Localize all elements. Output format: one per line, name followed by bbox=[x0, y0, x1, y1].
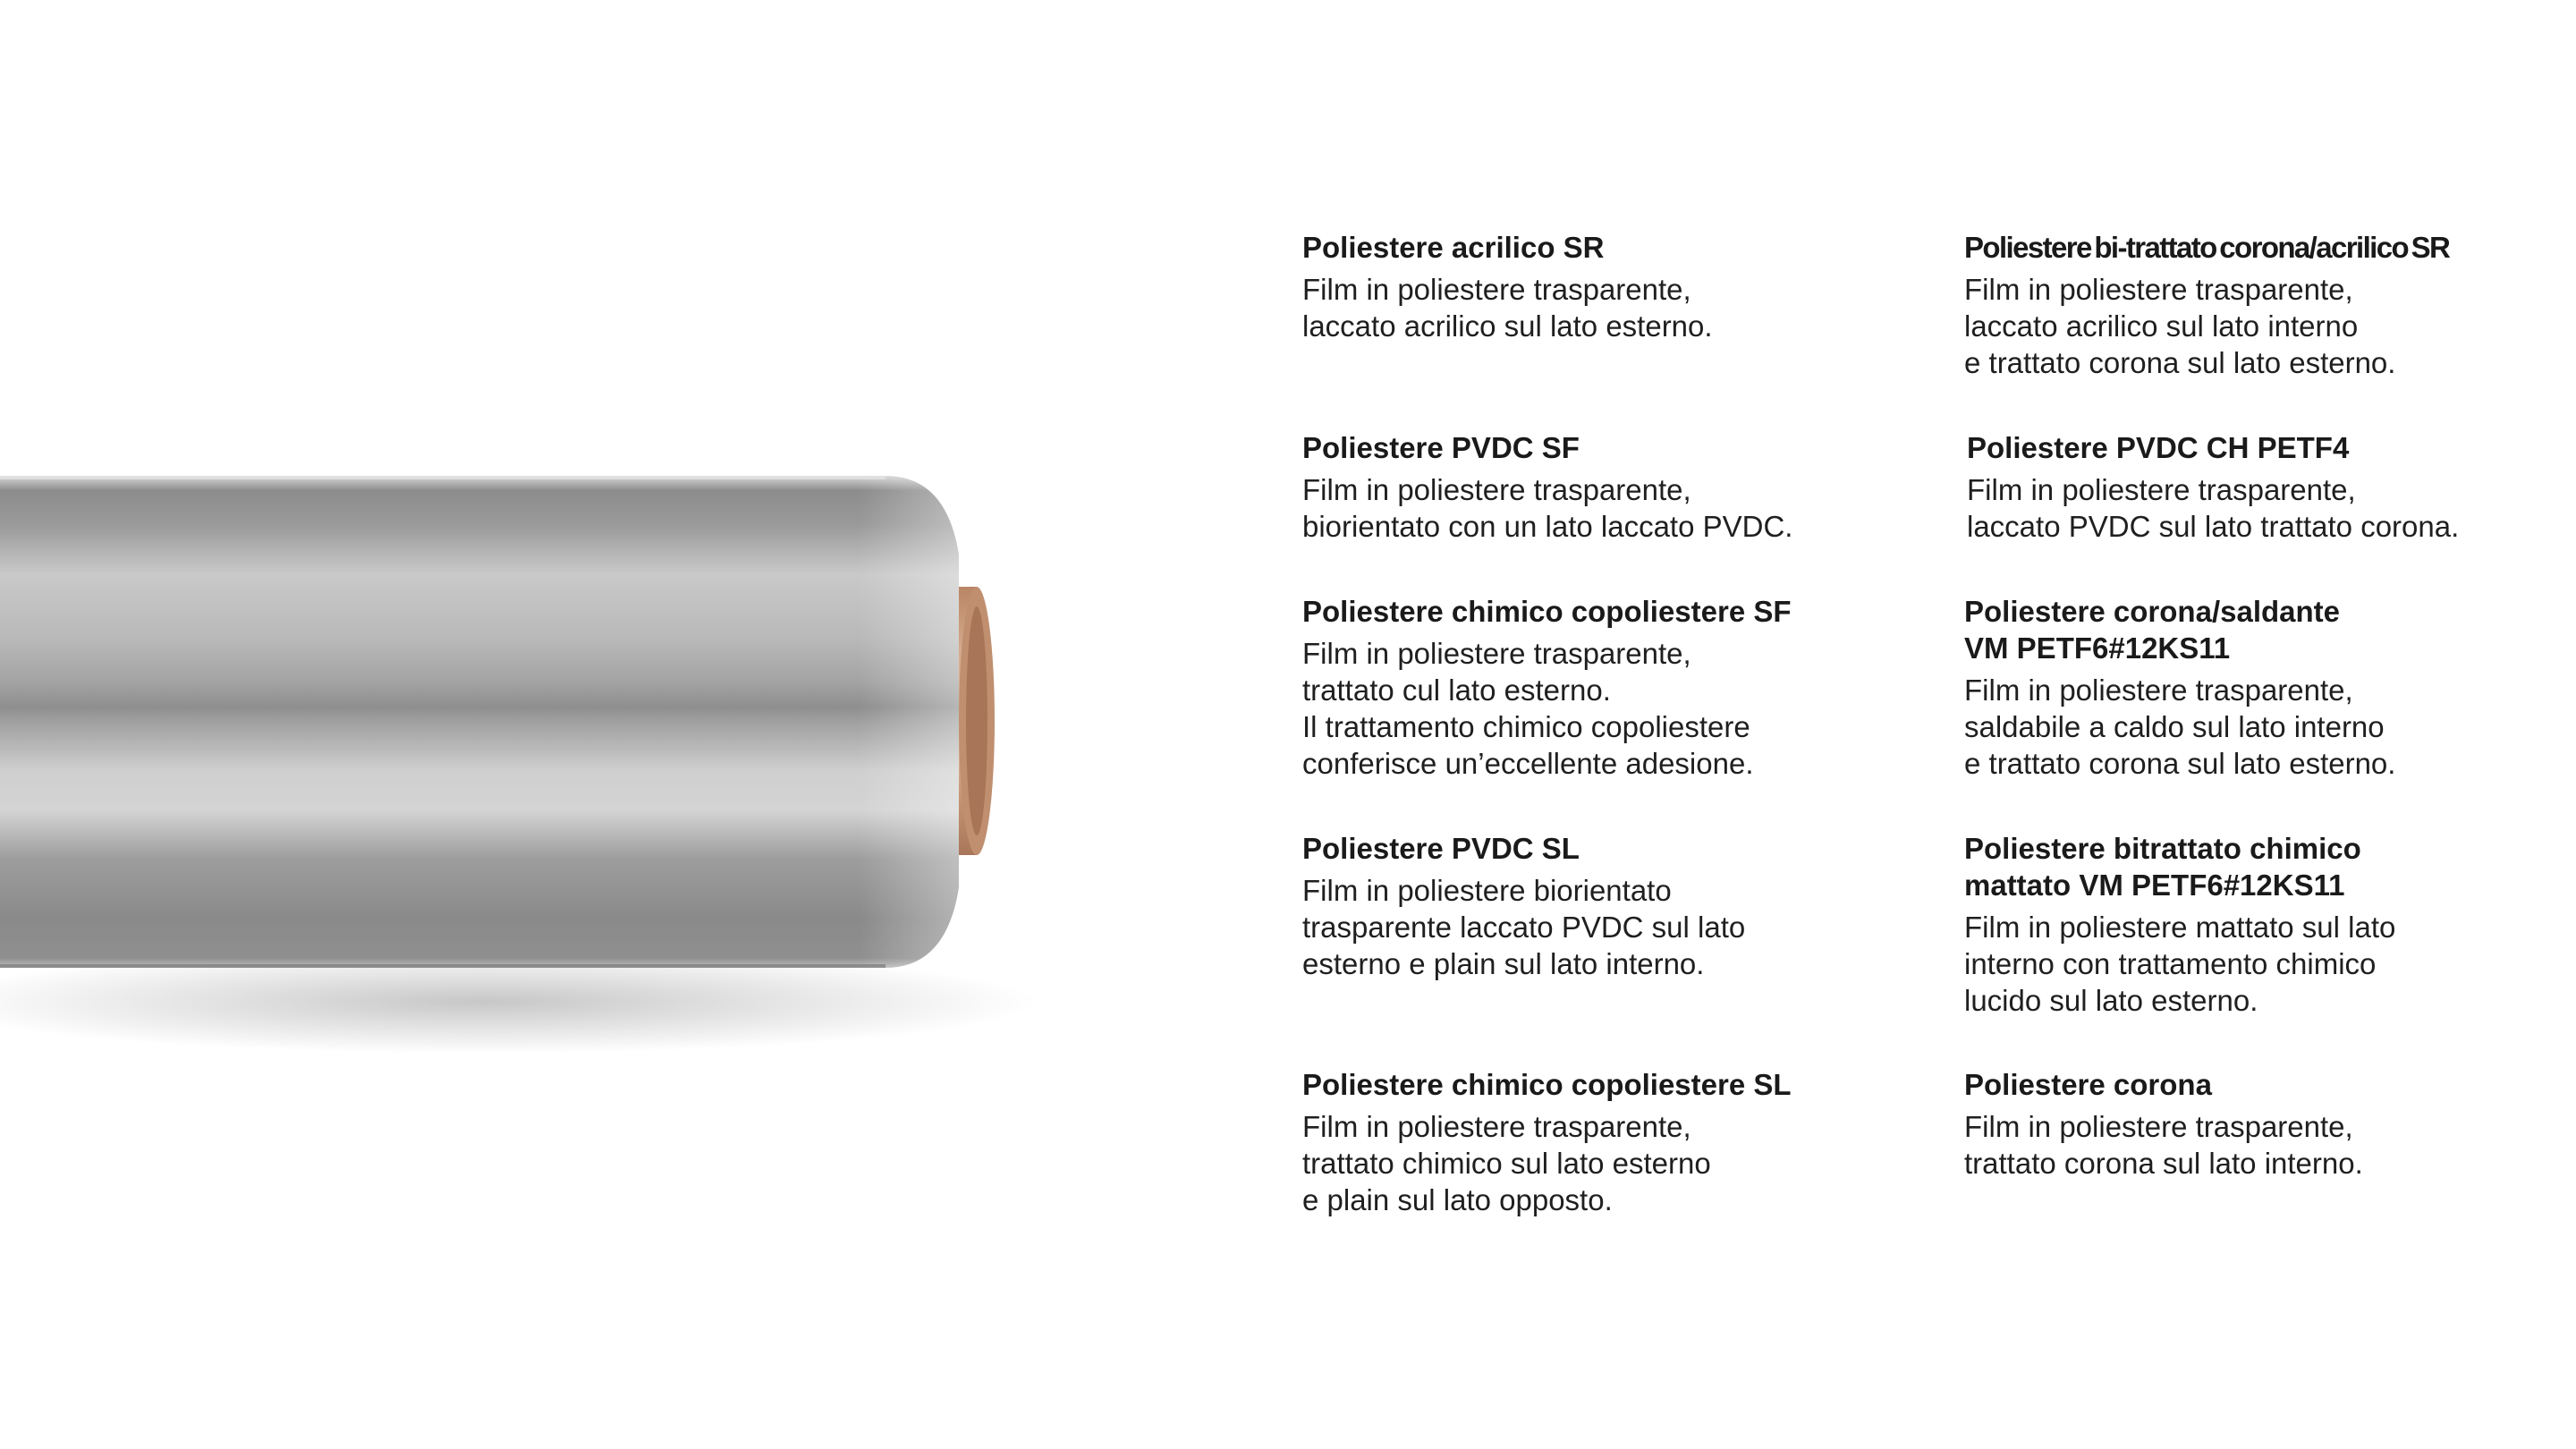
product-description-line: lucido sul lato esterno. bbox=[1964, 984, 2258, 1017]
product-description-line: e trattato corona sul lato esterno. bbox=[1964, 346, 2396, 379]
product-description bbox=[1302, 872, 1893, 982]
product-card-chimico-copoliestere-sl bbox=[1302, 1066, 1893, 1218]
product-title bbox=[1302, 830, 1893, 867]
product-description-line: biorientato con un lato laccato PVDC. bbox=[1302, 510, 1793, 543]
product-description-line: esterno e plain sul lato interno. bbox=[1302, 947, 1705, 980]
product-title bbox=[1964, 830, 2555, 903]
product-description-line: e trattato corona sul lato esterno. bbox=[1964, 747, 2396, 780]
product-card-bi-trattato-corona-acrilico-sr bbox=[1964, 229, 2555, 381]
product-description-line: Film in poliestere trasparente, bbox=[1302, 473, 1691, 506]
product-title bbox=[1964, 593, 2555, 666]
product-description-line: Film in poliestere biorientato bbox=[1302, 874, 1672, 907]
product-title-line: Poliestere PVDC SL bbox=[1302, 832, 1580, 865]
product-description bbox=[1967, 471, 2557, 545]
product-title bbox=[1302, 229, 1893, 266]
product-description bbox=[1302, 1108, 1893, 1218]
product-description-line: Film in poliestere mattato sul lato bbox=[1964, 911, 2396, 944]
product-title bbox=[1964, 1066, 2555, 1103]
product-description-line: trattato cul lato esterno. bbox=[1302, 674, 1611, 707]
product-description-line: Film in poliestere trasparente, bbox=[1302, 273, 1691, 306]
product-title-line: VM PETF6#12KS11 bbox=[1964, 631, 2231, 665]
product-description bbox=[1964, 909, 2555, 1019]
product-description-line: conferisce un’eccellente adesione. bbox=[1302, 747, 1754, 780]
product-card-pvdc-sl bbox=[1302, 830, 1893, 982]
product-description-line: trasparente laccato PVDC sul lato bbox=[1302, 911, 1746, 944]
product-title bbox=[1302, 593, 1893, 630]
product-description-line: laccato acrilico sul lato esterno. bbox=[1302, 309, 1713, 343]
product-title-line: Poliestere PVDC CH PETF4 bbox=[1967, 431, 2350, 464]
product-title-line: Poliestere corona/saldante bbox=[1964, 595, 2340, 628]
product-description-line: Film in poliestere trasparente, bbox=[1302, 1110, 1691, 1143]
product-description-line: Film in poliestere trasparente, bbox=[1967, 473, 2356, 506]
product-description-line: Film in poliestere trasparente, bbox=[1302, 637, 1691, 670]
product-description-line: laccato acrilico sul lato interno bbox=[1964, 309, 2359, 343]
product-title-line: Poliestere chimico copoliestere SF bbox=[1302, 595, 1792, 628]
product-description-line: Il trattamento chimico copoliestere bbox=[1302, 710, 1750, 743]
product-card-pvdc-sf bbox=[1302, 429, 1893, 545]
film-roll-image bbox=[0, 429, 1073, 1073]
product-description-line: e plain sul lato opposto. bbox=[1302, 1183, 1613, 1216]
product-title bbox=[1967, 429, 2557, 466]
product-description bbox=[1964, 271, 2555, 381]
product-title-line: Poliestere chimico copoliestere SL bbox=[1302, 1068, 1792, 1101]
product-description bbox=[1964, 672, 2555, 782]
product-description-line: trattato corona sul lato interno. bbox=[1964, 1147, 2363, 1180]
product-description-line: trattato chimico sul lato esterno bbox=[1302, 1147, 1711, 1180]
product-title-line: Poliestere acrilico SR bbox=[1302, 231, 1605, 264]
product-card-corona-saldante bbox=[1964, 593, 2555, 782]
product-card-pvdc-ch-petf4 bbox=[1967, 429, 2557, 545]
product-title-line: Poliestere bitrattato chimico bbox=[1964, 832, 2361, 865]
product-description bbox=[1964, 1108, 2555, 1182]
product-title-line: mattato VM PETF6#12KS11 bbox=[1964, 869, 2345, 902]
product-title bbox=[1964, 229, 2555, 266]
product-description-line: interno con trattamento chimico bbox=[1964, 947, 2377, 980]
product-description-line: laccato PVDC sul lato trattato corona. bbox=[1967, 510, 2460, 543]
product-card-corona bbox=[1964, 1066, 2555, 1182]
product-description-line: saldabile a caldo sul lato interno bbox=[1964, 710, 2385, 743]
product-description bbox=[1302, 271, 1893, 344]
film-body bbox=[0, 476, 959, 968]
product-title-line: Poliestere bi-trattato corona/acrilico SR bbox=[1964, 231, 2450, 264]
product-description-line: Film in poliestere trasparente, bbox=[1964, 1110, 2353, 1143]
product-title-line: Poliestere corona bbox=[1964, 1068, 2212, 1101]
product-description-line: Film in poliestere trasparente, bbox=[1964, 273, 2353, 306]
film-roll-graphic bbox=[0, 429, 1073, 1073]
product-title-line: Poliestere PVDC SF bbox=[1302, 431, 1580, 464]
product-card-acrilico-sr bbox=[1302, 229, 1893, 344]
product-title bbox=[1302, 1066, 1893, 1103]
product-description bbox=[1302, 635, 1893, 782]
product-card-bitrattato-chimico-mattato bbox=[1964, 830, 2555, 1019]
product-title bbox=[1302, 429, 1893, 466]
product-card-chimico-copoliestere-sf bbox=[1302, 593, 1893, 782]
product-description-line: Film in poliestere trasparente, bbox=[1964, 674, 2353, 707]
product-description bbox=[1302, 471, 1893, 545]
